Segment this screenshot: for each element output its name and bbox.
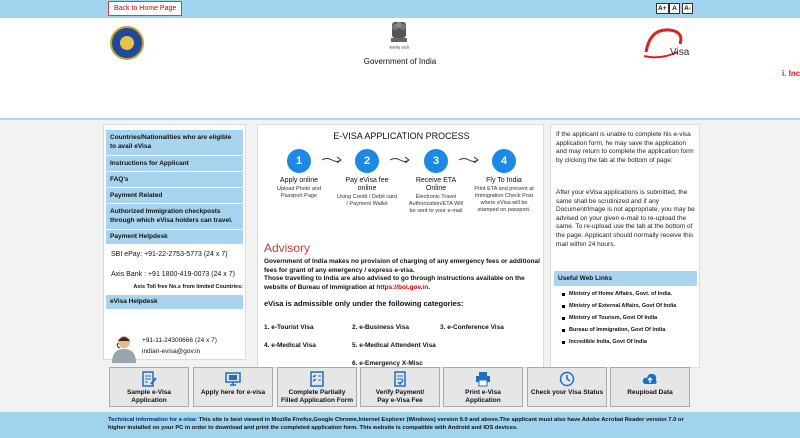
- visa-type-item: 6. e-Emergency X-Misc: [352, 360, 423, 367]
- advisory-text: Government of India makes no provision of charging of any emergency fees or additional fees for grant of any emergency / express e-visa. Those travelling to India are also advised to go through instructions available on the website of Bureau of Immigration at https://boi.gov.in.: [264, 258, 540, 291]
- admissible-categories-heading: eVisa is admissible only under the following categories:: [264, 299, 464, 308]
- helpdesk-agent-icon: [110, 333, 138, 363]
- sidebar-item-eligible-countries[interactable]: Countries/Nationalities who are eligible to avail eVisa: [106, 130, 243, 155]
- back-to-home-button[interactable]: Back to Home Page: [108, 1, 182, 16]
- useful-link-incredible-india[interactable]: Incredible India, Govt Of India: [569, 339, 647, 345]
- document-edit-icon: [141, 371, 157, 387]
- cloud-upload-icon: [642, 371, 658, 387]
- useful-links-heading: Useful Web Links: [554, 271, 697, 286]
- technical-info: Technical information for e-visa: This site is best viewed in Mozilla Firefox,Google Chrome,Internet Explorer (Windows) version 9.0 and above.The applicant must also have Adobe Acrobat Reader version 7.0 or higher installed on your PC in order to download and print the completed application form. This website is compatible with Android and IOS devices.: [108, 417, 684, 431]
- sample-evisa-button[interactable]: Sample e-Visa Application: [109, 367, 189, 407]
- useful-link-boi[interactable]: Bureau of Immigration, Govt Of India: [569, 327, 666, 333]
- step-2-title: Pay eVisa fee online: [345, 177, 389, 192]
- step-1-circle: 1: [287, 149, 311, 173]
- arrow-right-icon: [321, 156, 343, 164]
- verify-payment-button[interactable]: Verify Payment/ Pay e-Visa Fee: [360, 367, 440, 407]
- step-4-desc: Print ETA and present at Immigration Check Post where eVisa will be stamped on passport.: [474, 186, 534, 213]
- useful-link-mea[interactable]: Ministry of External Affairs, Govt Of India: [569, 303, 677, 309]
- axis-bank-phone: Axis Bank : +91 1800-419-0073 (24 x 7): [111, 271, 235, 278]
- national-emblem-icon: [388, 20, 410, 52]
- visa-type-item: 2. e-Business Visa: [352, 324, 409, 331]
- main-area: [0, 120, 800, 412]
- arrow-right-icon: [389, 156, 411, 164]
- sbi-epay-phone: SBI ePay: +91-22-2753-5773 (24 x 7): [111, 251, 228, 258]
- verify-document-icon: [392, 371, 408, 387]
- check-visa-status-button[interactable]: Check your Visa Status: [527, 367, 607, 407]
- right-info-panel: [550, 124, 700, 368]
- boi-link[interactable]: https://boi.gov.in: [376, 283, 429, 291]
- visa-type-item: 3. e-Conference Visa: [440, 324, 504, 331]
- step-3-title: Receive ETA Online: [415, 177, 457, 192]
- step-4-circle: 4: [492, 149, 516, 173]
- step-3-circle: 3: [424, 149, 448, 173]
- step-2-desc: Using Credit / Debit card / Payment Wallet: [337, 194, 397, 207]
- clock-icon: [559, 371, 575, 387]
- sidebar-item-immigration-checkposts[interactable]: Authorized Immigration checkposts through which eVisa holders can travel.: [106, 204, 243, 229]
- reupload-data-button[interactable]: Reupload Data: [610, 367, 690, 407]
- advisory-heading: Advisory: [264, 241, 311, 255]
- font-decrease-button[interactable]: A-: [682, 3, 693, 14]
- visa-type-item: 4. e-Medical Visa: [264, 342, 316, 349]
- font-normal-button[interactable]: A: [669, 3, 680, 14]
- application-process-panel: [257, 124, 544, 368]
- font-increase-button[interactable]: A+: [658, 5, 667, 12]
- step-3-desc: Electronic Travel Authorization/ETA Will be sent to your e-mail: [408, 194, 463, 214]
- footer: [0, 412, 800, 438]
- sidebar-item-faqs[interactable]: FAQ's: [106, 172, 243, 187]
- printer-icon: [475, 371, 491, 387]
- ministry-emblem-icon: [110, 26, 144, 60]
- payment-helpdesk-heading: Payment Helpdesk: [106, 230, 243, 244]
- axis-tollfree-note: Axis Toll free No.s from limited Countries:: [133, 284, 243, 290]
- useful-link-tourism[interactable]: Ministry of Tourism, Govt Of India: [569, 315, 658, 321]
- evisa-logo-text: Visa: [670, 47, 690, 58]
- sidebar-item-instructions[interactable]: Instructions for Applicant: [106, 156, 243, 171]
- step-2-circle: 2: [355, 149, 379, 173]
- evisa-helpdesk-email[interactable]: indian-evisa@gov.in: [142, 348, 201, 355]
- reupload-info: After your eVisa applications is submitted, the same shall be scrutinized and if any Document/Image is not appropriate, you may be advised on your given e-mail to re-upload the same. To re-upload use the tab at the bottom of the page. Applicant should normally receive this mail within 24 hours.: [556, 189, 695, 248]
- government-of-india-label: Government of India: [363, 57, 437, 66]
- print-evisa-button[interactable]: Print e-Visa Application: [443, 367, 523, 407]
- process-title: E-VISA APPLICATION PROCESS: [333, 131, 470, 141]
- news-marquee: i. Inc: [782, 69, 800, 78]
- step-4-title: Fly To India: [486, 177, 522, 184]
- sidebar-item-payment-related[interactable]: Payment Related: [106, 188, 243, 203]
- complete-partial-form-button[interactable]: Complete Partially Filled Application Form: [277, 367, 357, 407]
- checklist-icon: [309, 371, 325, 387]
- apply-evisa-button[interactable]: Apply here for e-visa: [193, 367, 273, 407]
- visa-type-item: 5. e-Medical Attendent Visa: [352, 342, 436, 349]
- useful-link-mha[interactable]: Ministry of Home Affairs, Govt. of India.: [569, 291, 673, 297]
- arrow-right-icon: [458, 156, 480, 164]
- save-application-info: If the applicant is unable to complete his e-visa application form, he may save the application and may return to complete the application form by clicking the tab at the bottom of page:: [556, 131, 694, 164]
- evisa-helpdesk-heading: eVisa Helpdesk: [106, 295, 243, 309]
- monitor-icon: [225, 371, 241, 387]
- emblem-caption: सत्यमेव जयते: [389, 45, 409, 50]
- step-1-title: Apply online: [279, 177, 319, 184]
- step-1-desc: Upload Photo and Passport Page: [276, 186, 322, 199]
- left-sidebar: [103, 124, 246, 360]
- visa-type-item: 1. e-Tourist Visa: [264, 324, 314, 331]
- evisa-helpdesk-phone: +91-11-24300666 (24 x 7): [142, 337, 217, 344]
- evisa-logo-icon: [640, 22, 692, 62]
